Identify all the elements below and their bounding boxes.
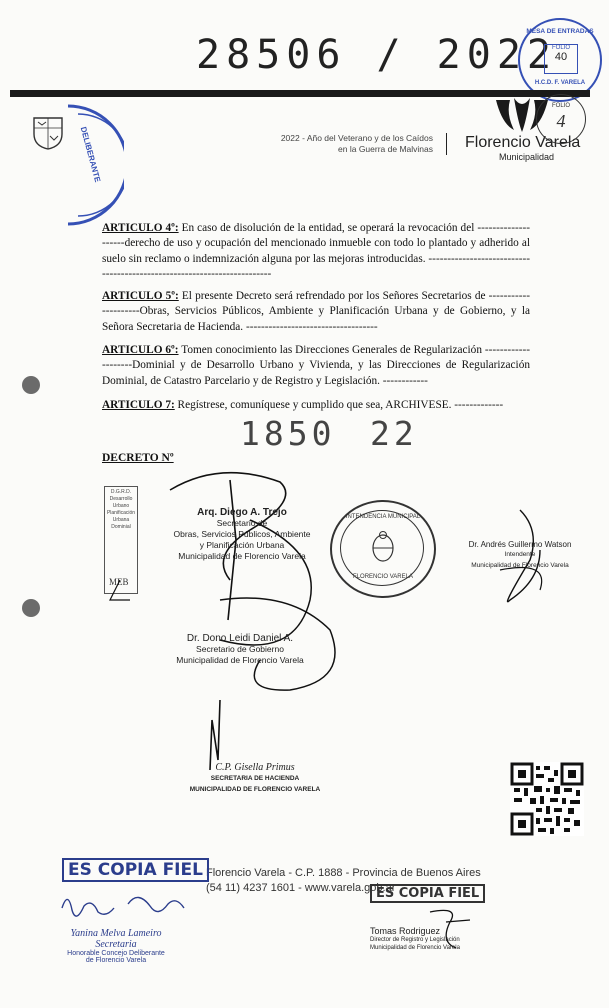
certifier-left-signature [58, 888, 188, 928]
article-5 [102, 289, 530, 335]
decree-year: 22 [370, 414, 418, 453]
certifier-left-title: Secretaria [95, 939, 137, 950]
mesa-hcd-label: H.C.D. F. VARELA [534, 80, 586, 86]
article-4 [102, 221, 530, 283]
side-stamp-line-1: D.G.R.D. [110, 489, 132, 495]
copia-fiel-stamp-left: ES COPIA FIEL [62, 858, 209, 882]
national-emblem-icon [370, 530, 396, 564]
signatory-trejo [152, 507, 332, 562]
file-number: 28506 / 2022 [196, 32, 557, 78]
certifier-left [46, 928, 186, 964]
side-stamp-line-4: Dominial [111, 524, 131, 530]
article-7-heading: ARTICULO 7: [102, 399, 175, 411]
initials: MEB [109, 577, 129, 587]
signatory-primus-name: C.P. Gisella Primus [215, 762, 295, 773]
signatory-leidi-name: Dr. Dono Leidi Daniel A. [186, 633, 294, 644]
article-4-heading: ARTICULO 4º: [102, 222, 179, 234]
mesa-folio-label: FOLIO [551, 45, 570, 51]
folio-number: 4 [556, 111, 566, 131]
folio-label: FOLIO [551, 103, 570, 109]
signatory-trejo-line-3: y Planificación Urbana [199, 540, 285, 550]
intendencia-seal-sub: FLORENCIO VARELA [353, 574, 413, 580]
org-name: Florencio Varela [465, 134, 581, 151]
signatory-watson-line-2: Municipalidad de Florencio Varela [471, 562, 569, 569]
article-7 [102, 398, 530, 413]
certifier-left-org-2: de Florencio Varela [85, 957, 147, 964]
certifier-right-name: Tomas Rodriguez [370, 926, 441, 936]
footer-line-2: (54 11) 4237 1601 - www.varela.gob.ar [206, 882, 396, 894]
article-4-text: En caso de disolución de la entidad, se operará la revocación del --------------------derecho de uso y ocupación del mencionado inmueble con todo lo plantado y adherido al suelo sin reclamo o indemnización alguna por las mejoras introducidas. ------------------------------------------------------------------------ [102, 222, 531, 281]
decree-number: 1850 [240, 414, 336, 453]
certifier-left-org-1: Honorable Concejo Deliberante [67, 950, 165, 957]
footer-line-1: Florencio Varela - C.P. 1888 - Provincia de Buenos Aires [206, 867, 481, 879]
signatory-watson [455, 540, 585, 571]
article-6-heading: ARTICULO 6º: [102, 344, 179, 356]
signatory-trejo-line-4: Municipalidad de Florencio Varela [178, 551, 306, 561]
qr-code-icon [510, 762, 584, 836]
signatory-leidi-line-1: Secretario de Gobierno [196, 644, 284, 654]
signatory-primus [175, 762, 335, 795]
side-stamp-line-2: Desarrollo Urbano [109, 496, 133, 509]
signatory-trejo-line-2: Obras, Servicios Públicos, Ambiente [173, 529, 311, 539]
mesa-entradas-label: MESA DE ENTRADAS [526, 28, 594, 35]
signatory-primus-line-2: MUNICIPALIDAD DE FLORENCIO VARELA [189, 786, 321, 793]
signatory-leidi [160, 633, 320, 666]
motto-line-2: en la Guerra de Malvinas [338, 144, 433, 154]
certifier-right [370, 926, 490, 952]
intendencia-seal-label: INTENDENCIA MUNICIPAL [345, 514, 421, 520]
certifier-right-line-1: Director de Registro y Legislación [370, 937, 460, 943]
signatory-leidi-line-2: Municipalidad de Florencio Varela [176, 655, 304, 665]
article-7-text: Regístrese, comuníquese y cumplido que sea, ARCHIVESE. ------------- [174, 399, 504, 411]
certifier-left-name: Yanina Melva Lameiro [70, 928, 162, 939]
header-motto [248, 133, 433, 155]
signatory-watson-line-1: Intendente [504, 551, 536, 558]
motto-line-1: 2022 - Año del Veterano y de los Caídos [280, 133, 433, 143]
signatory-trejo-line-1: Secretario de [216, 518, 268, 528]
signatory-watson-name: Dr. Andrés Guillermo Watson [468, 540, 572, 549]
punch-hole-top [22, 376, 40, 394]
article-6 [102, 343, 530, 389]
article-5-text: El presente Decreto será refrendado por los Señores Secretarios de ---------------------Obras, Servicios Públicos, Ambiente y Planificación Urbana y de Gobierno, y la Señora Secretaria de Hacienda. ----------------------------------- [102, 290, 530, 333]
article-6-text: Tomen conocimiento las Direcciones Generales de Regularización --------------------Dominial y de Desarrollo Urbano y Vivienda, y las Direcciones de Regularización Dominial, de Catastro Parcelario y de Registro y Legislación. ------------ [102, 344, 530, 387]
header-separator [446, 133, 447, 155]
decree-label: DECRETO Nº [102, 452, 174, 464]
folio-stamp [536, 94, 586, 144]
signatory-primus-line-1: SECRETARIA DE HACIENDA [210, 775, 300, 782]
mesa-folio-number: 40 [554, 51, 568, 63]
side-stamp-line-3: Planificación Urbana [106, 510, 136, 523]
intendencia-seal [330, 500, 436, 598]
certifier-right-line-2: Municipalidad de Florencio Varela [370, 945, 460, 951]
org-sub: Municipalidad [499, 152, 555, 162]
deliberante-stamp-label: DELIBERANTE [78, 125, 103, 184]
copia-fiel-stamp-right: ES COPIA FIEL [370, 884, 485, 903]
article-5-heading: ARTICULO 5º: [102, 290, 179, 302]
punch-hole-bottom [22, 599, 40, 617]
signatory-trejo-name: Arq. Diego A. Trejo [197, 507, 287, 518]
